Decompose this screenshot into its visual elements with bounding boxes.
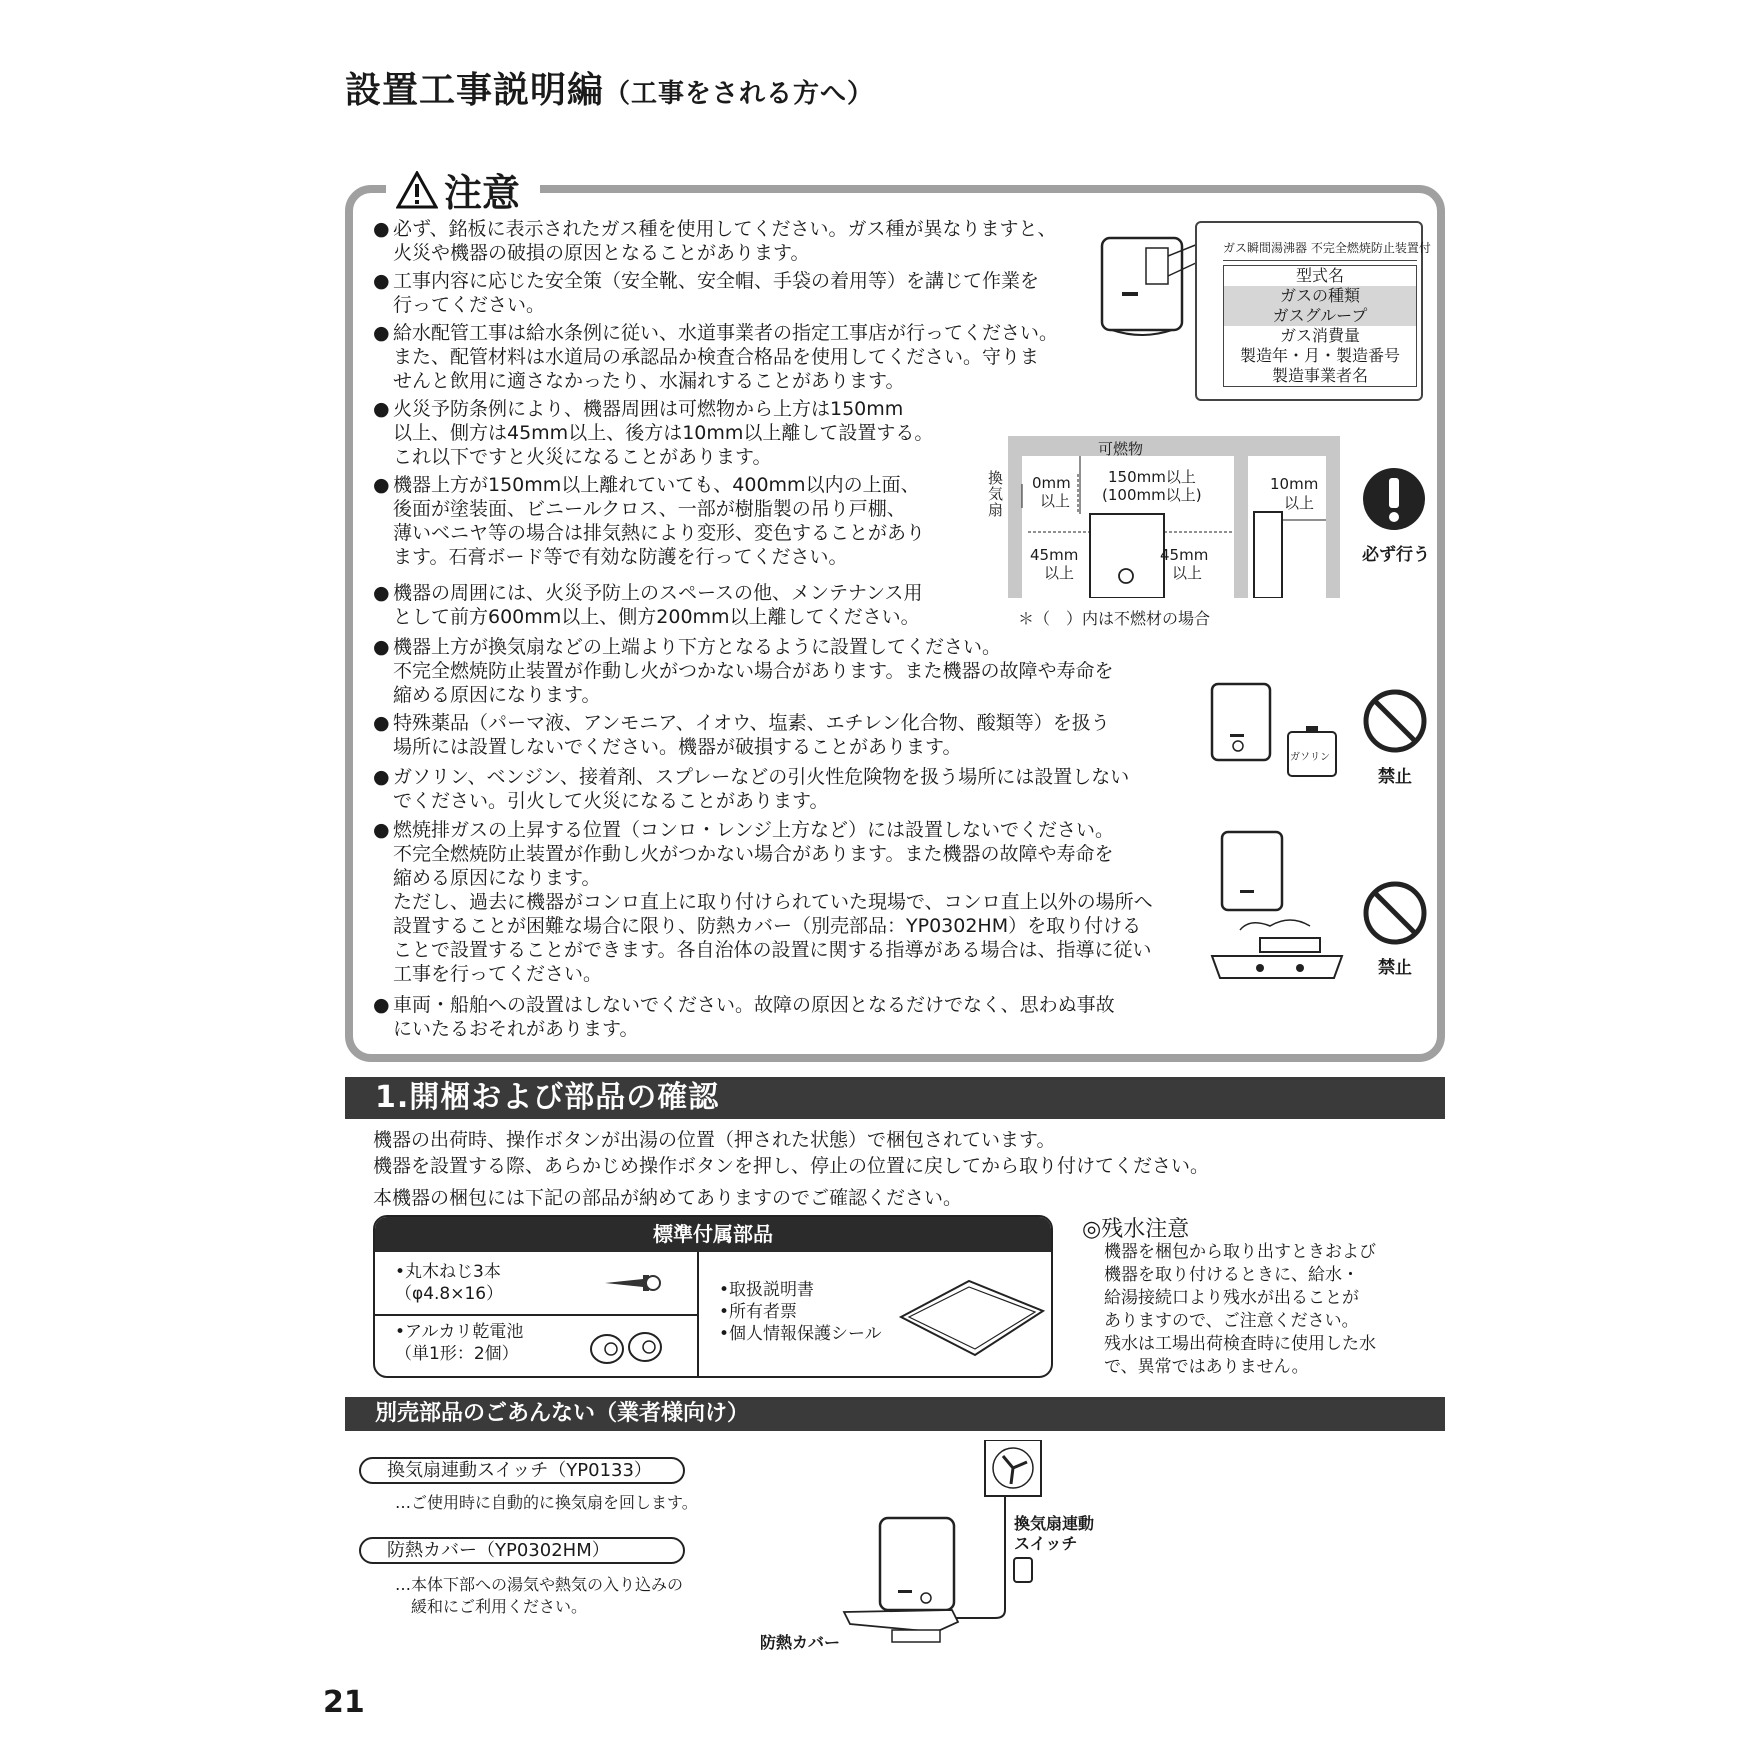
section-heading-options: 別売部品のごあんない（業者様向け） [345, 1397, 1445, 1431]
option-fan-switch: 換気扇連動スイッチ（YP0133） [359, 1457, 685, 1484]
caution-item: ● 燃焼排ガスの上昇する位置（コンロ・レンジ上方など）には設置しないでください。 不完全燃焼防止装置が作動し火がつかない場合があります。また機器の故障や寿命を 縮める原因になります。 ただし、過去に機器がコンロ直上に取り付けられていた現場で、コンロ直上以外の場所へ 設置することが困難な場合に限り、防熱カバー（別売部品：YP0302HM）を取り付ける ことで設置することができます。各自治体の設置に関する指導がある場合は、指導に従い 工事を行ってください。 [373, 819, 1153, 985]
nameplate-row: 型式名 [1295, 266, 1344, 285]
caution-item: ● 車両・船舶への設置はしないでください。故障の原因となるだけでなく、思わぬ事故 にいたるおそれがあります。 [373, 994, 1115, 1040]
nameplate-row: ガスの種類 [1224, 286, 1416, 306]
accessories-title: 標準付属部品 [375, 1217, 1051, 1252]
clearance-side-unit: 以上 [1172, 564, 1203, 582]
screw-icon [603, 1272, 661, 1294]
intro-text: 機器の出荷時、操作ボタンが出湯の位置（押された状態）で梱包されています。 [373, 1129, 1056, 1151]
caution-item: ● ガソリン、ベンジン、接着剤、スプレーなどの引火性危険物を扱う場所には設置しない でください。引火して火災になることがあります。 [373, 766, 1130, 812]
option-heat-cover: 防熱カバー（YP0302HM） [359, 1537, 685, 1564]
clearance-side-right: 45mm [1160, 546, 1209, 564]
caution-item: ● 工事内容に応じた安全策（安全靴、安全帽、手袋の着用等）を講じて作業を 行ってください。 [373, 270, 1040, 316]
fan-label: 換気扇 [988, 469, 1004, 519]
nameplate-row: ガスグループ [1224, 306, 1416, 326]
caution-item: ● 給水配管工事は給水条例に従い、水道事業者の指定工事店が行ってください。 また、配管材料は水道局の承認品か検査合格品を使用してください。守りま せんと飲用に適さなかったり、水漏れすることがあります。 [373, 322, 1059, 392]
accessories-table [373, 1215, 1053, 1378]
nameplate-header: ガス瞬間湯沸器 不完全燃焼防止装置付 [1223, 239, 1417, 261]
caution-heading: 注意 [386, 162, 540, 217]
nameplate-row: ガス消費量 [1279, 326, 1360, 345]
prohibited-icon [1362, 688, 1428, 754]
residual-water-text: 機器を梱包から取り出すときおよび 機器を取り付けるときに、給水・ 給湯接続口より残水が出ることが ありますので、ご注意ください。 残水は工場出荷検査時に使用した水 で、異常ではありません。 [1104, 1242, 1376, 1377]
option-heat-cover-desc: …本体下部への湯気や熱気の入り込みの 緩和にご利用ください。 [395, 1575, 684, 1616]
clearance-note: ＊（ ）内は不燃材の場合 [1018, 609, 1211, 628]
intro-text: 機器を設置する際、あらかじめ操作ボタンを押し、停止の位置に戻してから取り付けてください。 [373, 1155, 1210, 1177]
accessory-screw: •丸木ねじ3本 [395, 1262, 501, 1282]
manual-booklet-icon [897, 1277, 1047, 1359]
prohibited-label: 禁止 [1378, 958, 1412, 978]
accessory-battery-size: （単1形：2個） [395, 1344, 519, 1364]
must-do-icon [1361, 466, 1427, 532]
heat-cover-label: 防熱カバー [760, 1633, 841, 1652]
page-title-sub: （工事をされる方へ） [604, 79, 875, 109]
accessory-doc: •個人情報保護シール [719, 1324, 882, 1344]
clearance-back: 10mm [1270, 475, 1319, 493]
nameplate-row: 製造年・月・製造番号 [1239, 346, 1400, 365]
option-fan-switch-desc: …ご使用時に自動的に換気扇を回します。 [395, 1493, 698, 1512]
clearance-unit: 以上 [1040, 492, 1071, 510]
caution-item: ● 必ず、銘板に表示されたガス種を使用してください。ガス種が異なりますと、 火災や機器の破損の原因となることがあります。 [373, 218, 1057, 264]
warning-icon [396, 171, 438, 209]
clearance-top-alt: (100mm以上) [1102, 486, 1202, 504]
heater-over-stove-drawing [1210, 830, 1350, 982]
caution-item: ● 機器上方が換気扇などの上端より下方となるように設置してください。 不完全燃焼防止装置が作動し火がつかない場合があります。また機器の故障や寿命を 縮める原因になります。 [373, 636, 1114, 706]
nameplate-row: 製造事業者名 [1271, 366, 1368, 385]
combustible-label: 可燃物 [1098, 440, 1144, 458]
page-number: 21 [323, 1685, 365, 1720]
must-do-label: 必ず行う [1362, 545, 1430, 565]
prohibited-icon [1362, 880, 1428, 946]
water-heater-drawing [1100, 236, 1200, 338]
intro-text: 本機器の梱包には下記の部品が納めてありますのでご確認ください。 [373, 1187, 963, 1209]
clearance-side-left: 45mm [1030, 546, 1079, 564]
prohibited-label: 禁止 [1378, 767, 1412, 787]
clearance-side-unit: 以上 [1044, 564, 1075, 582]
gasoline-label: ガソリン [1290, 752, 1330, 763]
section-heading-unpacking: 1.開梱および部品の確認 [345, 1077, 1445, 1119]
fan-switch-label: 換気扇連動 スイッチ [1014, 1514, 1095, 1553]
accessory-doc: •取扱説明書 [719, 1280, 815, 1300]
clearance-zero: 0mm [1032, 474, 1071, 492]
accessory-doc: •所有者票 [719, 1302, 798, 1322]
heater-gasoline-drawing [1210, 682, 1340, 782]
caution-item: ● 特殊薬品（パーマ液、アンモニア、イオウ、塩素、エチレン化合物、酸類等）を扱う 場所には設置しないでください。機器が破損することがあります。 [373, 712, 1110, 758]
accessory-battery: •アルカリ乾電池 [395, 1322, 524, 1342]
accessory-screw-size: （φ4.8×16） [395, 1284, 504, 1304]
clearance-diagram-side [1248, 436, 1340, 598]
caution-item: ● 機器上方が150mm以上離れていても、400mm以内の上面、 後面が塗装面、ビニールクロス、一部が樹脂製の吊り戸棚、 薄いベニヤ等の場合は排気熱により変形、変色することがあり ます。石膏ボード等で有効な防護を行ってください。 [373, 474, 926, 568]
clearance-back-unit: 以上 [1284, 494, 1315, 512]
residual-water-title: ◎残水注意 [1082, 1217, 1190, 1242]
nameplate [1195, 221, 1431, 401]
page-title: 設置工事説明編（工事をされる方へ） [345, 70, 875, 111]
battery-icon [585, 1327, 669, 1367]
caution-item: ● 機器の周囲には、火災予防上のスペースの他、メンテナンス用 として前方600mm以上、側方200mm以上離してください。 [373, 582, 923, 628]
caution-item: ● 火災予防条例により、機器周囲は可燃物から上方は150mm 以上、側方は45mm以上、後方は10mm以上離して設置する。 これ以下ですと火災になることがあります。 [373, 398, 934, 468]
clearance-top: 150mm以上 [1108, 468, 1196, 486]
